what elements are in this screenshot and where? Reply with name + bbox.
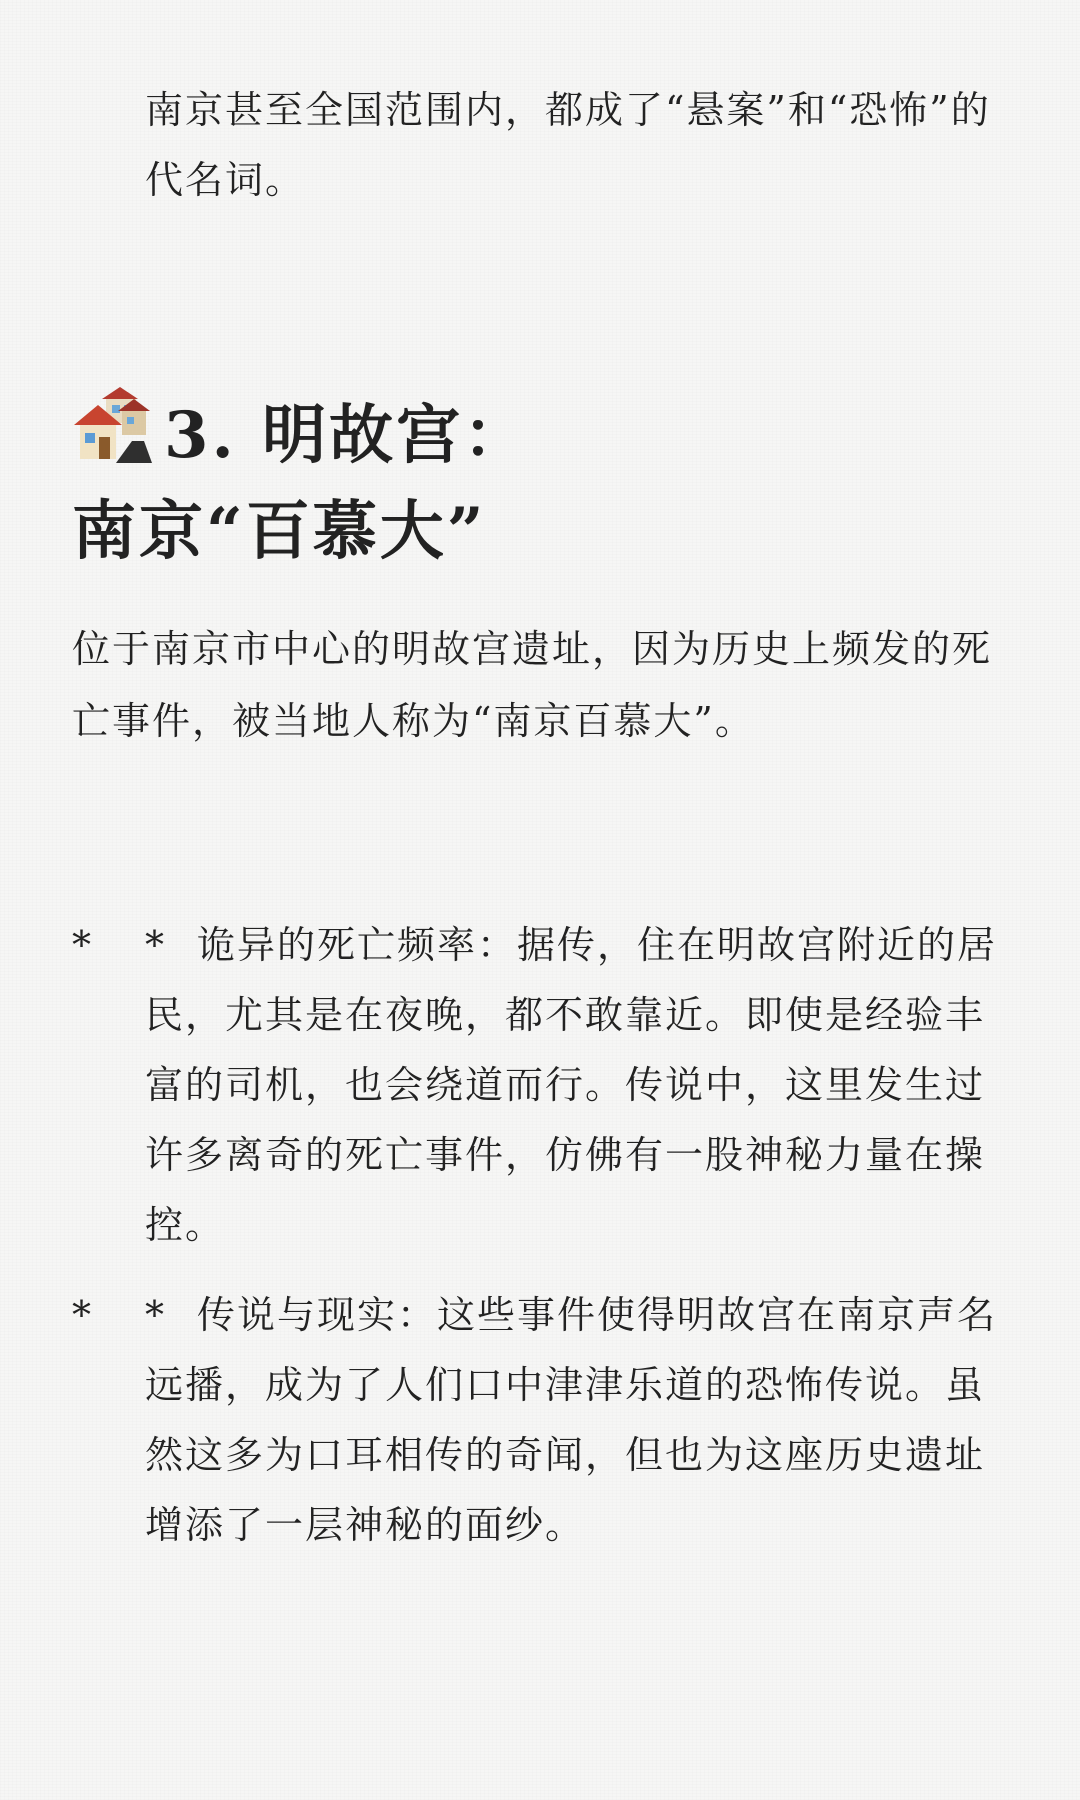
list-item [72, 910, 1012, 1260]
bullet-marker: * [72, 1293, 93, 1337]
section-title-line1: 3. 明故宫： [164, 398, 531, 473]
list-item [72, 1280, 1012, 1560]
list-item-body [145, 1280, 1010, 1560]
list-item-text: 诡异的死亡频率：据传，住在明故宫附近的居民，尤其是在夜晚，都不敢靠近。即使是经验丰富的司机，也会绕道而行。传说中，这里发生过许多离奇的死亡事件，仿佛有一股神秘力量在操控。 [145, 923, 998, 1247]
list-item-text: 传说与现实：这些事件使得明故宫在南京声名远播，成为了人们口中津津乐道的恐怖传说。虽然这多为口耳相传的奇闻，但也为这座历史遗址增添了一层神秘的面纱。 [145, 1293, 998, 1547]
bullet-inner-marker: * [145, 923, 166, 967]
intro-paragraph: 位于南京市中心的明故宫遗址，因为历史上频发的死亡事件，被当地人称为“南京百慕大”。 [72, 627, 993, 743]
list-item-body [145, 910, 1010, 1260]
paragraph-continued: 南京甚至全国范围内，都成了“悬案”和“恐怖”的代名词。 [145, 88, 991, 202]
section-heading [72, 385, 1012, 576]
section-title-line2: 南京“百慕大” [72, 494, 487, 569]
bullet-inner-marker: * [145, 1293, 166, 1337]
bullet-marker: * [72, 923, 93, 967]
houses-icon [72, 385, 152, 488]
